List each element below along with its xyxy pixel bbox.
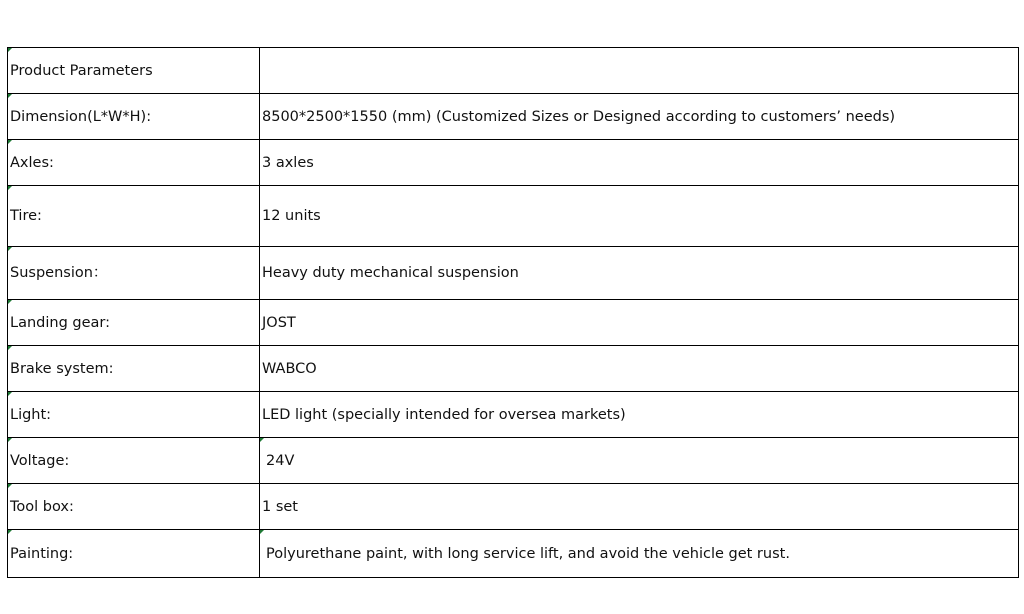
row-label-dimension: Dimension(L*W*H): — [8, 94, 260, 140]
table-row — [8, 300, 1019, 346]
row-label-product-parameters: Product Parameters — [8, 48, 260, 94]
table-row — [8, 346, 1019, 392]
row-label-painting: Painting: — [8, 530, 260, 578]
row-value-suspension: Heavy duty mechanical suspension — [260, 247, 1019, 300]
table-row — [8, 392, 1019, 438]
row-label-voltage: Voltage: — [8, 438, 260, 484]
table-row — [8, 94, 1019, 140]
row-value-dimension: 8500*2500*1550 (mm) (Customized Sizes or Designed according to customers’ needs) — [260, 94, 1019, 140]
table-row — [8, 484, 1019, 530]
table-row — [8, 48, 1019, 94]
row-value-voltage: 24V — [260, 438, 1019, 484]
row-label-light: Light: — [8, 392, 260, 438]
table-row — [8, 140, 1019, 186]
row-label-tool-box: Tool box: — [8, 484, 260, 530]
row-value-axles: 3 axles — [260, 140, 1019, 186]
row-value-light: LED light (specially intended for oversea markets) — [260, 392, 1019, 438]
row-value-tire: 12 units — [260, 186, 1019, 247]
product-parameters-table — [7, 47, 1019, 578]
table-row — [8, 530, 1019, 578]
table-row — [8, 247, 1019, 300]
row-value-painting: Polyurethane paint, with long service lift, and avoid the vehicle get rust. — [260, 530, 1019, 578]
row-value-product-parameters — [260, 48, 1019, 94]
row-value-brake-system: WABCO — [260, 346, 1019, 392]
row-label-tire: Tire: — [8, 186, 260, 247]
row-label-brake-system: Brake system: — [8, 346, 260, 392]
row-label-landing-gear: Landing gear: — [8, 300, 260, 346]
row-label-axles: Axles: — [8, 140, 260, 186]
table-row — [8, 186, 1019, 247]
table-row — [8, 438, 1019, 484]
row-value-tool-box: 1 set — [260, 484, 1019, 530]
row-label-suspension: Suspension： — [8, 247, 260, 300]
row-value-landing-gear: JOST — [260, 300, 1019, 346]
